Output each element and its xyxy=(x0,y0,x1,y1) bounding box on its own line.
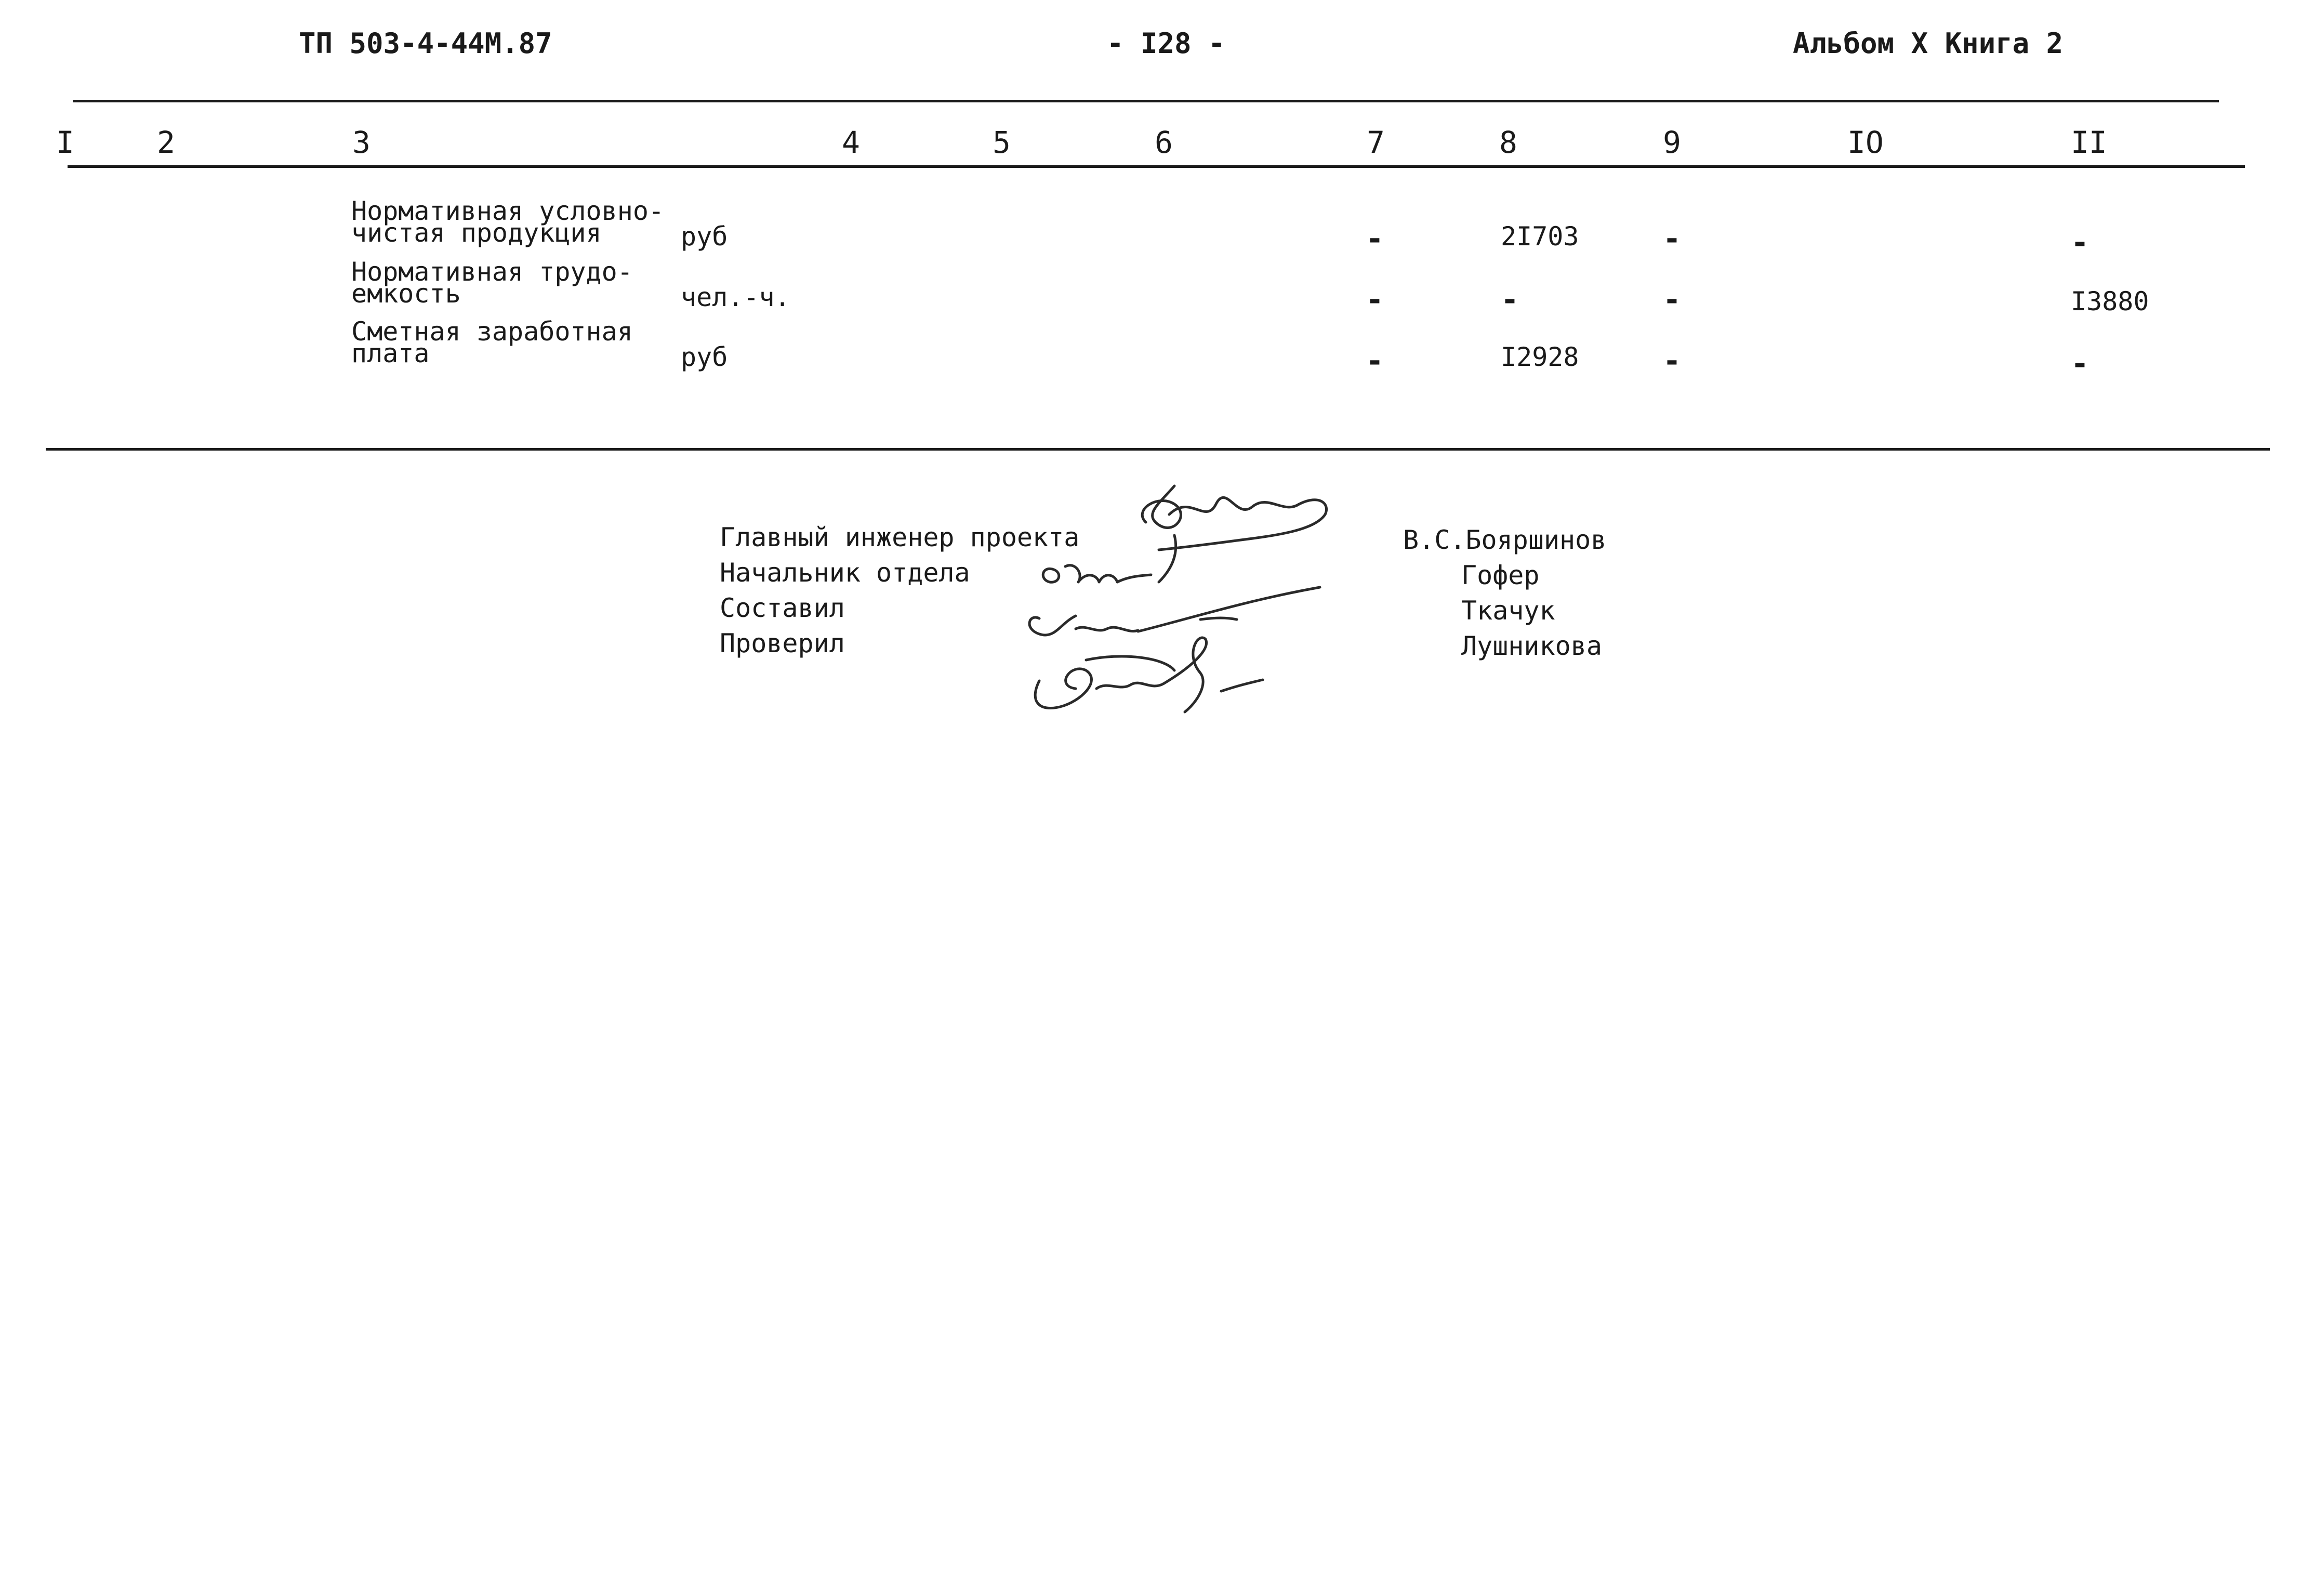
signature-checked-by xyxy=(1035,638,1263,712)
column-number-7: 7 xyxy=(1367,125,1385,160)
column-number-8: 8 xyxy=(1499,125,1517,160)
signature-department-head xyxy=(1043,565,1151,583)
column-number-5: 5 xyxy=(993,125,1011,160)
column-number-1: I xyxy=(56,125,74,160)
signoff-title-department-head: Начальник отдела xyxy=(720,558,970,588)
row-description-line2: емкость xyxy=(351,279,461,309)
column-number-11: II xyxy=(2071,125,2107,160)
table-bottom-rule xyxy=(46,448,2270,451)
row-description-line1: Нормативная условно- xyxy=(351,196,665,226)
row-col9-value: - xyxy=(1663,221,1681,256)
table-top-rule xyxy=(73,100,2219,102)
row-description-line2: плата xyxy=(351,338,430,368)
row-col9-value: - xyxy=(1663,343,1681,378)
row-description-line1: Сметная заработная xyxy=(351,316,633,347)
row-col9-value: - xyxy=(1663,282,1681,317)
signoff-title-chief-engineer: Главный инженер проекта xyxy=(720,522,1080,552)
signoff-title-compiled-by: Составил xyxy=(720,593,845,623)
column-number-4: 4 xyxy=(842,125,860,160)
row-unit: чел.-ч. xyxy=(681,282,790,312)
row-col8-value: - xyxy=(1501,282,1519,317)
row-col7-value: - xyxy=(1366,343,1384,378)
signoff-name-department-head: Гофер xyxy=(1461,560,1540,590)
table-header-rule xyxy=(68,165,2245,168)
row-description-line1: Нормативная трудо- xyxy=(351,257,633,287)
handwritten-signatures xyxy=(1019,483,1341,728)
column-number-3: 3 xyxy=(352,125,371,160)
row-col7-value: - xyxy=(1366,221,1384,256)
signoff-title-checked-by: Проверил xyxy=(720,628,845,658)
column-number-9: 9 xyxy=(1663,125,1681,160)
signature-chief-engineer xyxy=(1142,486,1326,582)
row-unit: руб xyxy=(681,221,728,252)
row-col8-value: 2I703 xyxy=(1501,221,1579,252)
signoff-name-chief-engineer: В.С.Бояршинов xyxy=(1403,525,1607,555)
column-number-2: 2 xyxy=(157,125,175,160)
row-description-line2: чистая продукция xyxy=(351,218,602,248)
column-number-10: IO xyxy=(1847,125,1884,160)
album-book-label: Альбом X Книга 2 xyxy=(1793,27,2064,60)
row-col11-value: - xyxy=(2071,346,2089,381)
signoff-name-checked-by: Лушникова xyxy=(1461,631,1602,661)
column-number-6: 6 xyxy=(1155,125,1173,160)
row-col8-value: I2928 xyxy=(1501,342,1579,372)
page-number: - I28 - xyxy=(1107,27,1225,60)
row-col7-value: - xyxy=(1366,282,1384,317)
signoff-name-compiled-by: Ткачук xyxy=(1461,596,1555,626)
document-code: ТП 503-4-44М.87 xyxy=(299,27,552,60)
signature-compiled-by xyxy=(1029,587,1320,635)
row-col11-value: I3880 xyxy=(2071,286,2149,316)
row-col11-value: - xyxy=(2071,225,2089,260)
row-unit: руб xyxy=(681,342,728,372)
